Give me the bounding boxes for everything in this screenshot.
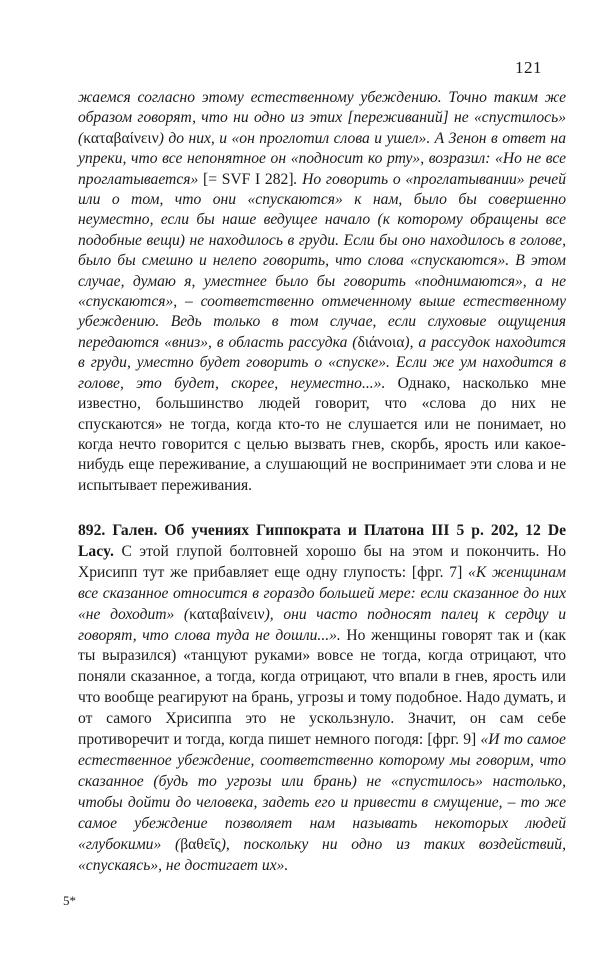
quote-text: «И то самое естественное убеждение, соответственно которому мы говорим, что сказанное (будь то угрозы или брань) не «спустилось» настолько, чтобы дойти до человека, задеть его и привести в смущение, – то же самое убеждение позволяет нам называть некоторых людей «глубокими» ( <box>78 731 566 853</box>
greek-term: καταβαίνειν <box>83 129 159 147</box>
commentary-text: Однако, насколько мне известно, большинство людей говорит, что «слова до них не спускаются» не тогда, когда кто-то не слушается или не понимает, но когда нечто говорится с целью вызвать гнев, скорбь, ярость или какое-нибудь еще переживание, а слушающий не воспринимает эти слова и не испытывает переживания. <box>78 374 566 494</box>
commentary-text: Но женщины говорят так и (как ты выразился) «танцуют руками» вовсе не тогда, когда отрицают, что поняли сказанное, а тогда, когда отрицают, что впали в гнев, ярость или что вообще реагируют на брань, угрозы и тому подобное. Надо думать, и от самого Хрисиппа это не ускользнуло. Значит, он сам себе противоречит и тогда, когда пишет немного погодя: [фрг. 9] <box>78 626 566 749</box>
quote-text: ), они часто подносят палец к сердцу и говорят, что слова туда не дошли...». <box>78 605 567 644</box>
quote-text: ), а рассудок находится в груди, уместно будет говорить о «спуске». Если же ум находится в голове, это будет, скорее, неуместно...». <box>78 333 566 392</box>
paragraph-text <box>78 521 566 876</box>
commentary-text: С этой глупой болтовней хорошо бы на этом и покончить. Но Хрисипп тут же прибавляет еще одну глупость: [фрг. 7] <box>78 542 566 581</box>
greek-term: διάνοια <box>357 333 405 351</box>
quote-text: жаемся согласно этому естественному убеждению. Точно таким же образом говорят, что ни одно из этих [переживаний] не «спустилось» ( <box>78 89 566 147</box>
fragment-heading: 892. Гален. Об учениях Гиппократа и Платона III 5 р. 202, 12 De Lacy. <box>78 522 566 560</box>
page-number: 121 <box>515 58 542 77</box>
quote-text: «К женщинам все сказанное относится в гораздо большей мере: если сказанное до них «не доходит» ( <box>78 563 566 623</box>
greek-term: καταβαίνειν <box>189 605 265 623</box>
greek-term: βαθεῖς <box>180 835 221 853</box>
printer-signature: 5* <box>63 893 76 908</box>
reference: [= SVF I 282] <box>203 170 294 188</box>
quote-text: ) до них, и «он проглотил слова и ушел». А Зенон в ответ на упреки, что все непонятное он «подносит ко рту», возразил: «Но не все проглатывается» <box>78 129 566 188</box>
paragraph-text <box>78 88 566 496</box>
fragment-892 <box>78 521 566 876</box>
paragraph-continuation <box>78 88 566 496</box>
quote-text: . Но говорить о «проглатывании» речей или о том, что они «спускаются» к нам, было бы совершенно неуместно, если бы наше ведущее начало (к которому обращены все подобные вещи) не находилось в груди. Если бы оно находилось в голове, было бы смешно и нелепо говорить, что слова «спускаются». В этом случае, думаю я, уместнее было бы говорить «поднимаются», а не «спускаются», – соответственно отмеченному выше естественному убеждению. Ведь только в том случае, если слуховые ощущения передаются «вниз», в область рассудка ( <box>78 170 566 351</box>
quote-text: ), поскольку ни одно из таких воздействий, «спускаясь», не достигает их». <box>78 835 566 874</box>
